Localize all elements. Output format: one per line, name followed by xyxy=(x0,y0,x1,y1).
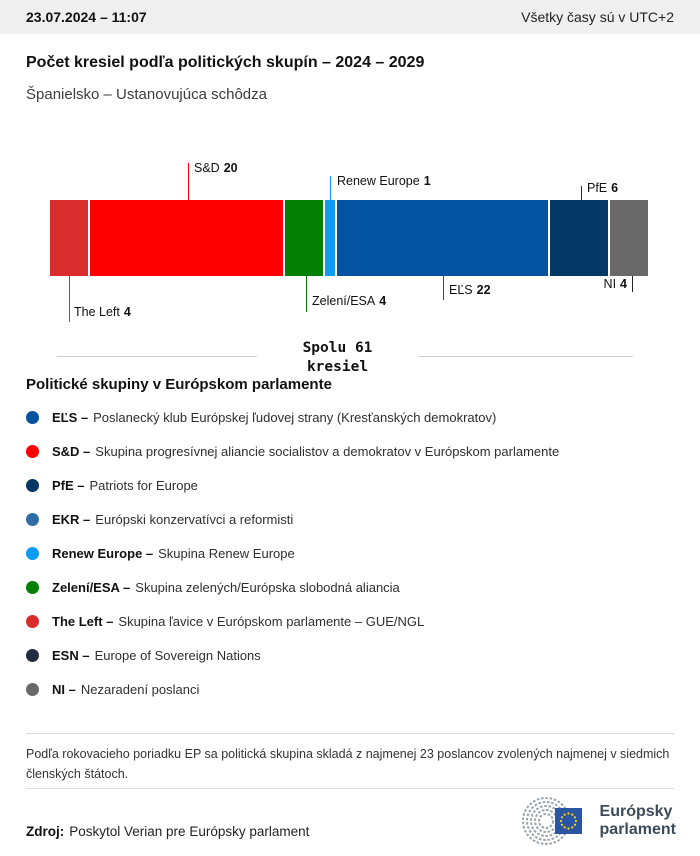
logo-line2: parlament xyxy=(599,821,676,838)
page-title: Počet kresiel podľa politických skupín – 2024 – 2029 xyxy=(26,54,425,71)
callout-line-ni xyxy=(632,276,633,292)
total-divider-left xyxy=(57,356,257,357)
legend-label xyxy=(52,512,293,527)
legend-abbr: EKR – xyxy=(52,511,91,527)
datetime-text: 23.07.2024 – 11:07 xyxy=(26,9,147,25)
legend-abbr: NI – xyxy=(52,681,76,697)
legend-item-zelen-esa xyxy=(26,570,674,604)
bar-segment-renew-europe xyxy=(325,200,335,276)
legend-dot-icon xyxy=(26,445,39,458)
legend-dot-icon xyxy=(26,547,39,560)
legend-item-ekr xyxy=(26,502,674,536)
legend-dot-icon xyxy=(26,649,39,662)
legend-label xyxy=(52,478,198,493)
callout-seat-count: 1 xyxy=(423,174,431,188)
source-line xyxy=(26,824,309,839)
bar-segment-the-left xyxy=(50,200,88,276)
callout-group-name: NI xyxy=(603,277,617,291)
legend-dot-icon xyxy=(26,581,39,594)
legend-heading: Politické skupiny v Európskom parlamente xyxy=(26,376,332,393)
bar-segment-s-d xyxy=(90,200,282,276)
callout-label-the-left xyxy=(74,305,131,319)
legend-abbr: PfE – xyxy=(52,477,85,493)
legend-desc: Europe of Sovereign Nations xyxy=(94,647,261,663)
legend-abbr: The Left – xyxy=(52,613,114,629)
legend-label xyxy=(52,410,496,425)
callout-seat-count: 20 xyxy=(223,161,238,175)
callout-label-renew-europe xyxy=(337,174,431,188)
legend-desc: Skupina progresívnej aliancie socialistov a demokratov v Európskom parlamente xyxy=(95,443,560,459)
callout-line-s-d xyxy=(188,163,189,200)
legend-abbr: S&D – xyxy=(52,443,91,459)
bar-segment-e-s xyxy=(337,200,548,276)
legend-label xyxy=(52,580,400,595)
eu-flag-icon xyxy=(555,808,582,834)
seat-bar xyxy=(50,200,648,276)
legend-desc: Skupina zelených/Európska slobodná aliancia xyxy=(135,579,400,595)
callout-line-e-s xyxy=(443,276,444,300)
bar-segment-pfe xyxy=(550,200,608,276)
legend-item-esn xyxy=(26,638,674,672)
callout-group-name: The Left xyxy=(74,305,120,319)
legend-abbr: Zelení/ESA – xyxy=(52,579,131,595)
legend-label xyxy=(52,682,199,697)
legend-label xyxy=(52,444,559,459)
divider-top xyxy=(26,733,674,734)
divider-bottom xyxy=(26,788,674,789)
legend-item-ni xyxy=(26,672,674,706)
callout-line-the-left xyxy=(69,276,70,322)
legend-abbr: EĽS – xyxy=(52,409,89,425)
legend-list xyxy=(26,400,674,706)
legend-dot-icon xyxy=(26,615,39,628)
callout-group-name: Zelení/ESA xyxy=(312,294,376,308)
legend-desc: Skupina ľavice v Európskom parlamente – GUE/NGL xyxy=(118,613,425,629)
callout-label-e-s xyxy=(449,283,491,297)
bar-segment-ni xyxy=(610,200,648,276)
callout-group-name: PfE xyxy=(587,181,608,195)
callout-group-name: S&D xyxy=(194,161,220,175)
callout-seat-count: 4 xyxy=(379,294,387,308)
source-text: Poskytol Verian pre Európsky parlament xyxy=(69,824,310,839)
total-seats-label xyxy=(257,339,418,377)
legend-dot-icon xyxy=(26,513,39,526)
legend-label xyxy=(52,614,424,629)
callout-group-name: EĽS xyxy=(449,283,473,297)
logo-line1: Európsky xyxy=(599,802,673,820)
legend-abbr: Renew Europe – xyxy=(52,545,154,561)
callout-seat-count: 4 xyxy=(620,277,627,291)
callout-label-s-d xyxy=(194,161,238,175)
legend-item-e-s xyxy=(26,400,674,434)
bar-segment-zelen-esa xyxy=(285,200,323,276)
callout-line-zelen-esa xyxy=(306,276,307,312)
footnote-text: Podľa rokovacieho poriadku EP sa politická skupina skladá z najmenej 23 poslancov zvolených najmenej v siedmich členských štátoch. xyxy=(26,747,670,781)
legend-item-pfe xyxy=(26,468,674,502)
legend-item-renew-europe xyxy=(26,536,674,570)
legend-item-the-left xyxy=(26,604,674,638)
legend-desc: Skupina Renew Europe xyxy=(158,545,295,561)
legend-label xyxy=(52,648,261,663)
legend-desc: Európski konzervatívci a reformisti xyxy=(95,511,294,527)
legend-desc: Patriots for Europe xyxy=(89,477,198,493)
european-parliament-logo xyxy=(518,796,676,846)
callout-label-pfe xyxy=(587,181,618,195)
legend-desc: Poslanecký klub Európskej ľudovej strany (Kresťanských demokratov) xyxy=(93,409,497,425)
timezone-note: Všetky časy sú v UTC+2 xyxy=(521,9,674,25)
legend-label xyxy=(52,546,295,561)
legend-item-s-d xyxy=(26,434,674,468)
total-line1: Spolu 61 xyxy=(302,340,373,356)
logo-text xyxy=(600,803,676,840)
callout-label-ni xyxy=(604,277,627,291)
legend-dot-icon xyxy=(26,479,39,492)
total-line2: kresiel xyxy=(306,359,369,375)
legend-dot-icon xyxy=(26,411,39,424)
callout-seat-count: 6 xyxy=(611,181,619,195)
callout-seat-count: 22 xyxy=(476,283,491,297)
legend-desc: Nezaradení poslanci xyxy=(80,681,200,697)
legend-dot-icon xyxy=(26,683,39,696)
callout-label-zelen-esa xyxy=(312,294,386,308)
total-divider-right xyxy=(418,356,633,357)
legend-abbr: ESN – xyxy=(52,647,90,663)
callout-seat-count: 4 xyxy=(123,305,131,319)
page-subtitle: Španielsko – Ustanovujúca schôdza xyxy=(26,86,267,103)
callout-line-renew-europe xyxy=(330,176,331,200)
source-label: Zdroj: xyxy=(26,824,65,839)
parliament-hemicycle-icon xyxy=(518,796,592,846)
callout-line-pfe xyxy=(581,186,582,200)
callout-group-name: Renew Europe xyxy=(337,174,420,188)
